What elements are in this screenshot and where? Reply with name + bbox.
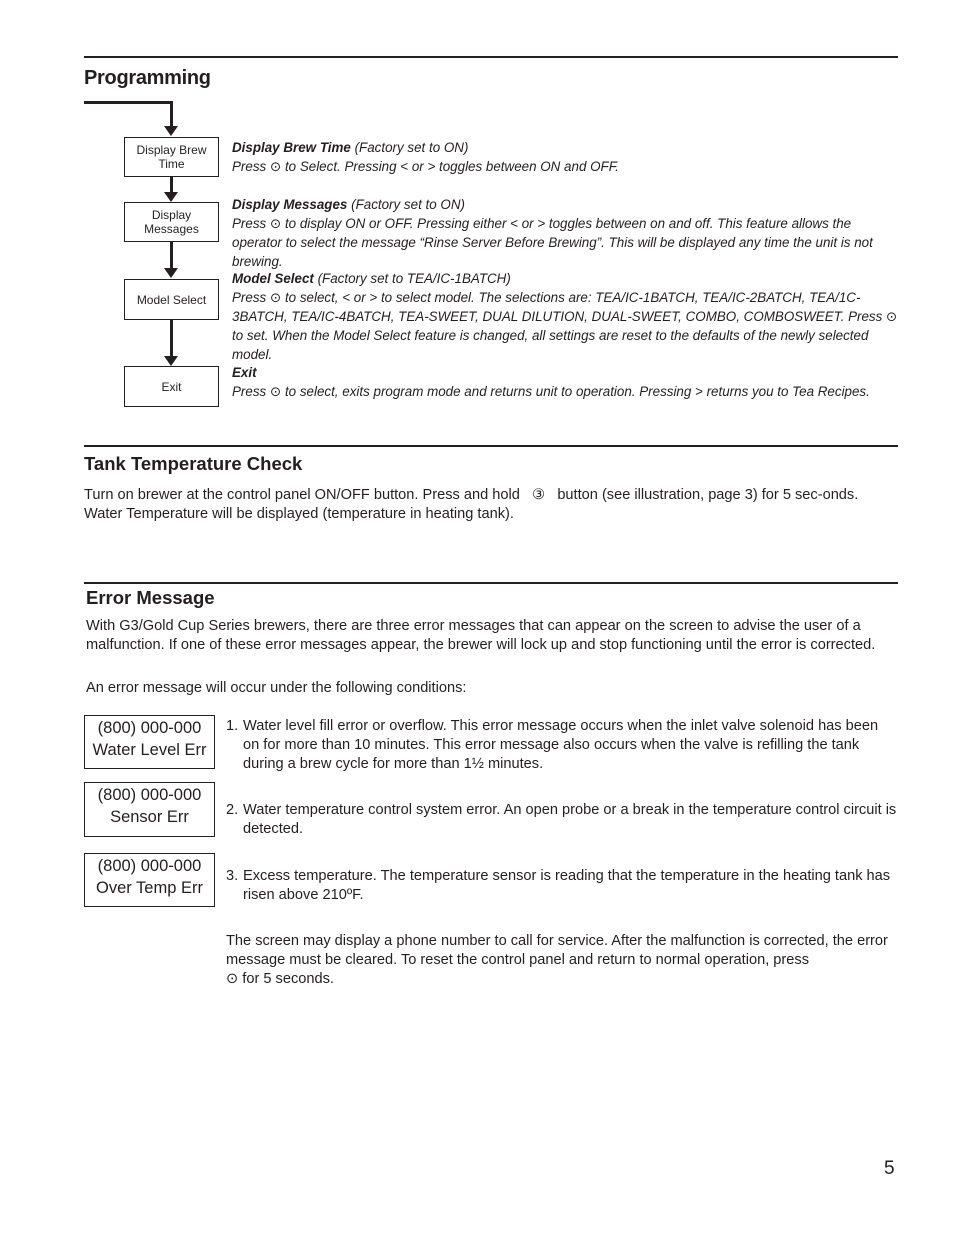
error-item-3 (226, 867, 898, 905)
desc-text: to select, < or > to select model. The selections are: TEA/IC-1BATCH, TEA/IC-2BATCH, TEA/1C-3BATCH, TEA/IC-4BATCH, TEA-SWEET, DUAL DILUTION, DUAL-SWEET, COMBO, COMBOSWEET. Press (232, 290, 883, 324)
desc-text: to display ON or OFF. Pressing either < or > toggles between on and off. This feature allows the operator to select the message “Rinse Server Before Brewing”. This will be displayed any time the unit is not brewing. (232, 216, 873, 269)
flow-box-display-messages: Display Messages (124, 202, 219, 242)
select-button-icon: ⊙ (269, 216, 282, 231)
error-item-number: 3. (226, 868, 239, 884)
temperature-button-icon: ③ (532, 487, 546, 503)
flow-arrow-icon (164, 268, 178, 278)
closing-text-part: The screen may display a phone number to call for service. After the malfunction is corrected, the error message must be cleared. To reset the control panel and return to normal operation, press (226, 933, 888, 968)
error-display-over-temp (84, 853, 215, 907)
desc-text: to set. When the Model Select feature is changed, all settings are reset to the defaults of the newly selected model. (232, 328, 869, 362)
error-item-1 (226, 717, 898, 774)
section-rule (84, 445, 898, 447)
desc-text: Press (232, 290, 267, 305)
error-item-number: 1. (226, 718, 239, 734)
desc-title: Display Brew Time (232, 140, 351, 155)
error-closing (226, 932, 898, 989)
desc-title: Display Messages (232, 197, 348, 212)
page-number: 5 (884, 1158, 895, 1179)
error-item-text: Excess temperature. The temperature sensor is reading that the temperature in the heating tank has risen above 210ºF. (243, 868, 891, 903)
error-label: Sensor Err (110, 808, 189, 826)
flow-connector (170, 242, 173, 268)
flow-arrow-icon (164, 356, 178, 366)
section-rule (84, 582, 898, 584)
desc-text: Press (232, 159, 267, 174)
desc-display-messages (232, 195, 898, 271)
select-button-icon: ⊙ (226, 971, 239, 987)
select-button-icon: ⊙ (886, 309, 898, 324)
tank-text (84, 486, 884, 524)
select-button-icon: ⊙ (269, 159, 282, 174)
error-display-sensor (84, 782, 215, 837)
error-label: Over Temp Err (96, 879, 203, 897)
desc-display-brew-time (232, 138, 898, 176)
desc-exit (232, 363, 898, 401)
flow-arrow-icon (164, 126, 178, 136)
closing-text-part: for 5 seconds. (242, 971, 334, 987)
error-label: Water Level Err (92, 741, 207, 759)
error-conditions: An error message will occur under the following conditions: (86, 680, 467, 696)
flow-box-model-select: Model Select (124, 279, 219, 320)
flow-box-display-brew-time: Display Brew Time (124, 137, 219, 177)
error-item-text: Water temperature control system error. An open probe or a break in the temperature control circuit is detected. (243, 802, 897, 837)
tank-text-part: Turn on brewer at the control panel ON/OFF button. Press and hold (84, 487, 520, 503)
flow-box-exit: Exit (124, 366, 219, 407)
error-item-number: 2. (226, 802, 239, 818)
error-phone: (800) 000-000 (97, 719, 202, 737)
programming-heading: Programming (84, 67, 211, 89)
select-button-icon: ⊙ (269, 384, 282, 399)
flow-entry-line (84, 101, 173, 104)
desc-text: to select, exits program mode and returns unit to operation. Pressing > returns you to Tea Recipes. (284, 384, 870, 399)
desc-title: Exit (232, 365, 257, 380)
error-phone: (800) 000-000 (97, 857, 202, 875)
flow-arrow-icon (164, 192, 178, 202)
flow-connector (170, 101, 173, 126)
desc-factory: (Factory set to TEA/IC-1BATCH) (317, 271, 511, 286)
error-intro: With G3/Gold Cup Series brewers, there are three error messages that can appear on the screen to advise the user of a malfunction. If one of these error messages appear, the brewer will lock up and stop functioning until the error is corrected. (86, 618, 876, 653)
flow-connector (170, 177, 173, 192)
tank-text-part: button (see illustration, page 3) for 5 sec-onds. Water Temperature will be displayed (temperature in heating tank). (84, 487, 859, 522)
desc-text: Press (232, 384, 267, 399)
desc-text: Press (232, 216, 267, 231)
error-display-water-level (84, 715, 215, 769)
desc-title: Model Select (232, 271, 314, 286)
error-phone: (800) 000-000 (97, 786, 202, 804)
top-rule (84, 56, 898, 58)
desc-model-select (232, 269, 898, 364)
desc-text: to Select. Pressing < or > toggles between ON and OFF. (284, 159, 619, 174)
error-heading: Error Message (86, 587, 215, 608)
error-item-text: Water level fill error or overflow. This error message occurs when the inlet valve solenoid has been on for more than 10 minutes. This error message also occurs when the valve is refilling the tank during a brew cycle for more than 1½ minutes. (243, 718, 879, 772)
desc-factory: (Factory set to ON) (354, 140, 469, 155)
select-button-icon: ⊙ (269, 290, 282, 305)
flow-connector (170, 320, 173, 357)
tank-heading: Tank Temperature Check (84, 453, 303, 474)
error-item-2 (226, 801, 898, 839)
desc-factory: (Factory set to ON) (351, 197, 465, 212)
